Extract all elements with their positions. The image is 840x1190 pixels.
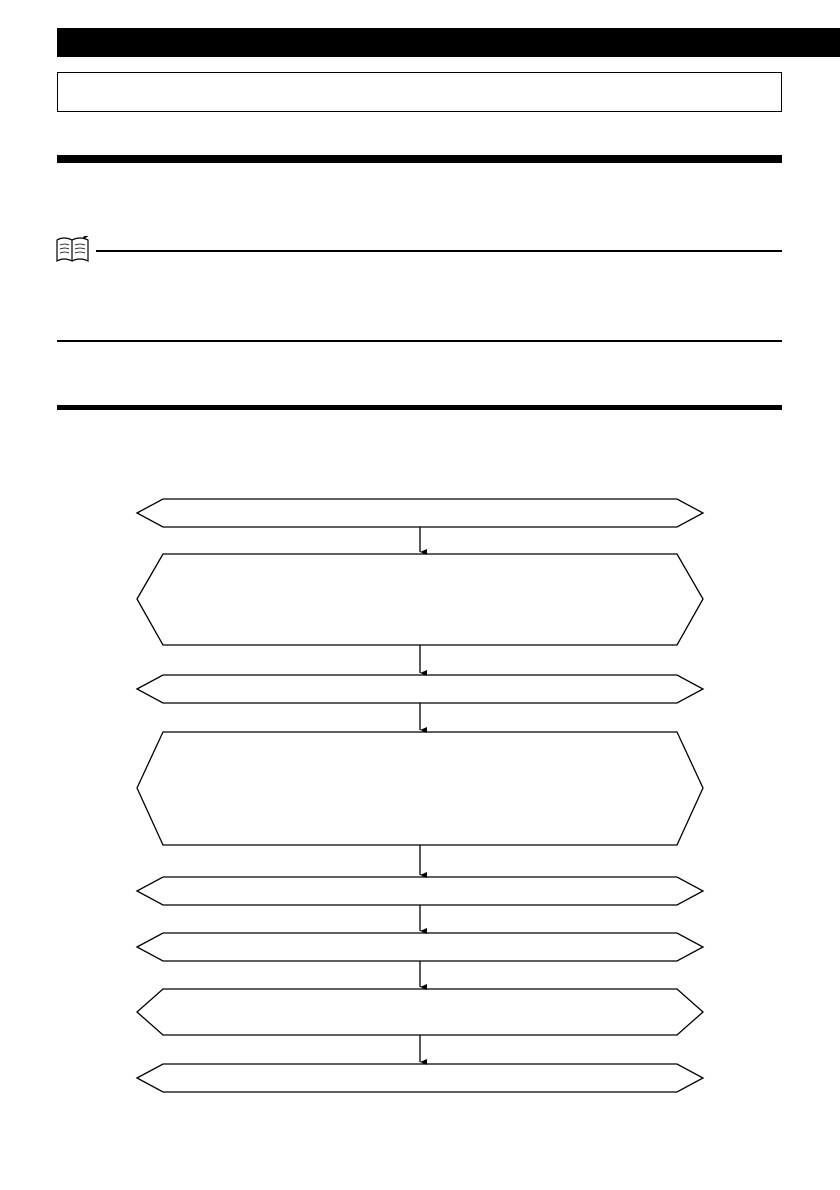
- flow-step: [137, 732, 703, 845]
- flow-step: [137, 675, 703, 703]
- flow-step: [137, 1064, 703, 1092]
- flow-step: [137, 554, 703, 645]
- flow-step: [137, 499, 703, 527]
- flow-step: [137, 933, 703, 961]
- flow-step: [137, 877, 703, 905]
- flow-step: [137, 989, 703, 1035]
